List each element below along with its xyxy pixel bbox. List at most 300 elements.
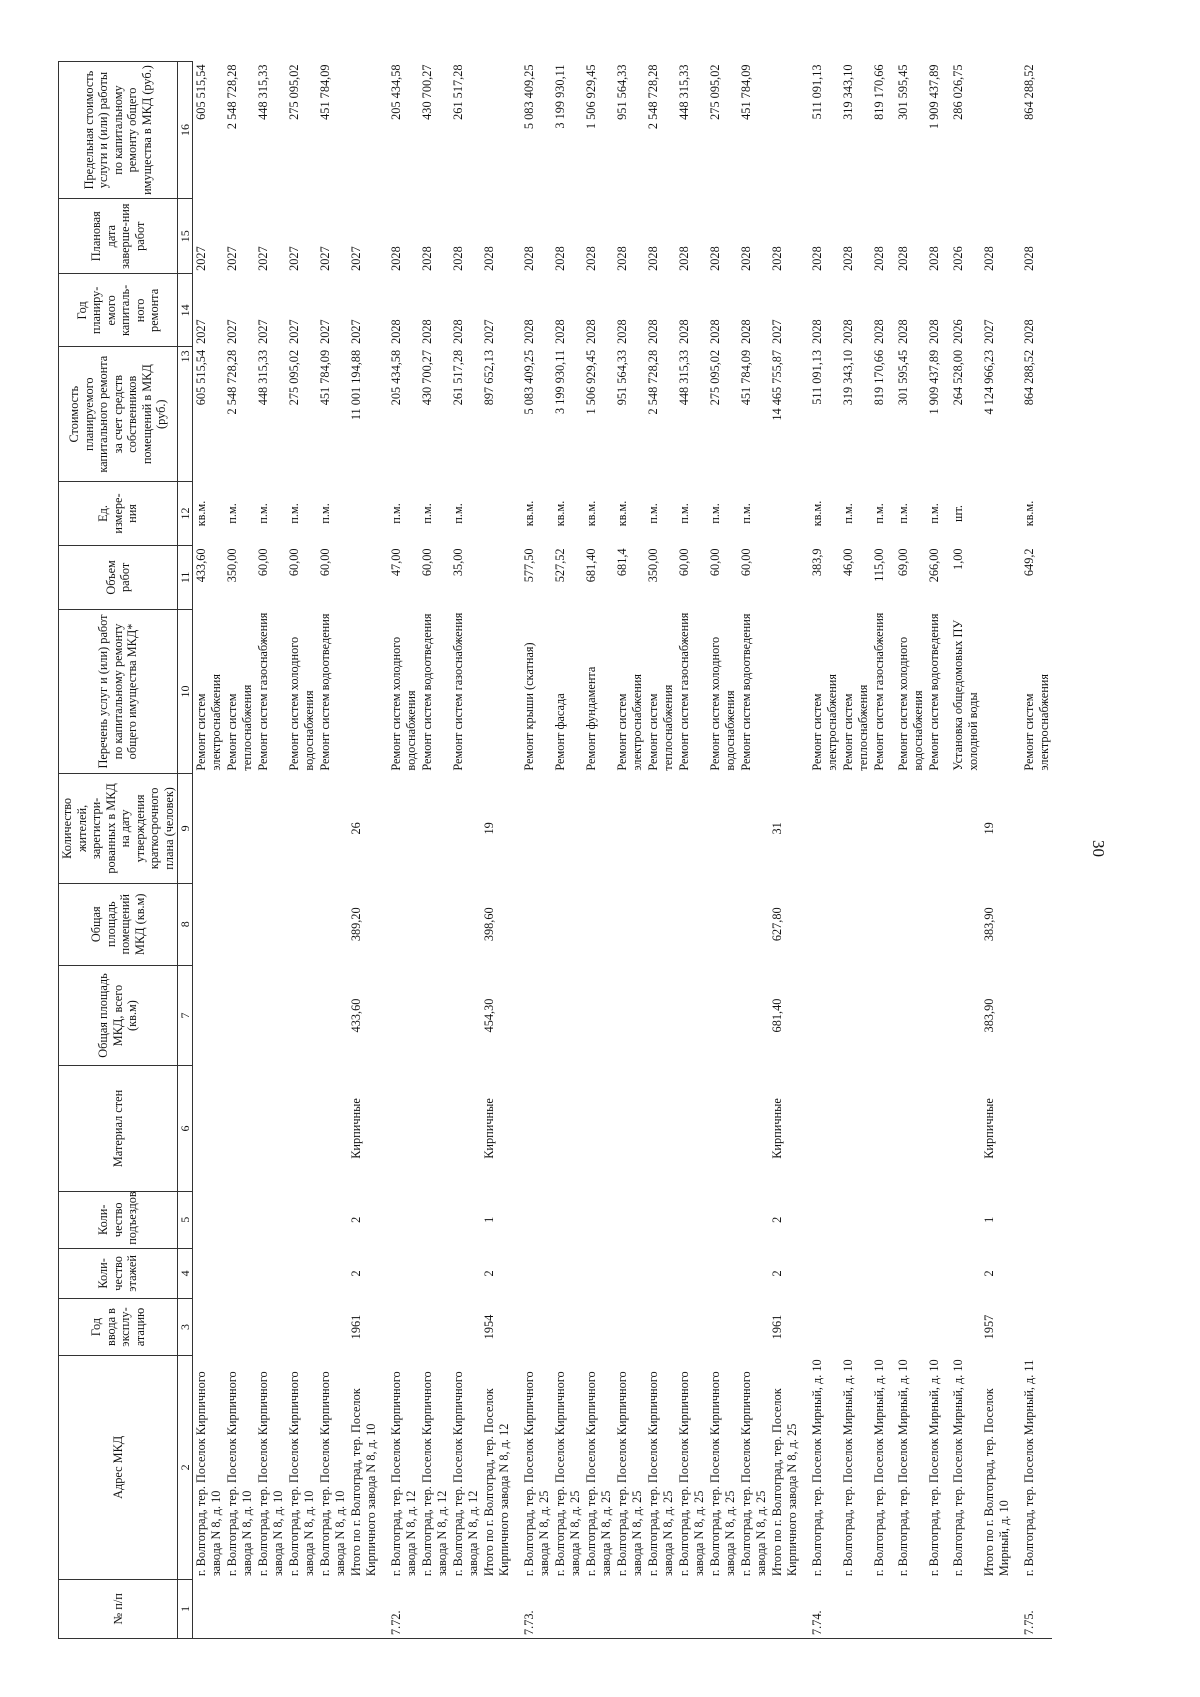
cell-res: 31 — [770, 822, 785, 835]
cell-num — [317, 1579, 348, 1638]
cell-pd: 2028 — [522, 246, 537, 271]
cell-unit — [481, 482, 521, 546]
cell-cost: 2 548 728,28 — [225, 349, 240, 415]
cell-floors: 2 — [349, 1270, 364, 1277]
cell-floors — [193, 1248, 225, 1298]
cell-entr — [255, 1191, 286, 1248]
cell-work: Ремонт систем электроснабжения — [1022, 673, 1051, 771]
cell-cost: 301 595,45 — [896, 349, 911, 406]
column-number: 3 — [178, 1298, 193, 1355]
cell-res — [840, 774, 871, 884]
cell-year — [707, 1298, 738, 1355]
cell-unit: кв.м. — [553, 500, 568, 527]
cell-entr — [809, 1191, 840, 1248]
cell-res — [809, 774, 840, 884]
cell-mat — [388, 1066, 419, 1192]
cell-pd: 2028 — [451, 246, 466, 271]
table-row — [676, 62, 707, 1639]
cell-area2 — [317, 883, 348, 965]
cell-work: Ремонт систем газоснабжения — [451, 612, 466, 771]
cell-cost: 3 199 930,11 — [553, 349, 568, 414]
cell-py: 2028 — [708, 319, 723, 344]
cell-year — [521, 1298, 552, 1355]
cell-area2 — [224, 883, 255, 965]
cell-lim: 819 170,66 — [872, 64, 887, 120]
cell-area2 — [419, 883, 450, 965]
cell-res — [419, 774, 450, 884]
cell-area — [707, 965, 738, 1065]
cell-area2 — [645, 883, 676, 965]
cell-num — [981, 1579, 1021, 1638]
page-number: 30 — [1089, 840, 1108, 857]
cell-floors: 2 — [770, 1270, 785, 1277]
cell-addr: г. Волгоград, тер. Поселок Мирный, д. 10 — [951, 1359, 966, 1577]
cell-addr: г. Волгоград, тер. Поселок Кирпичного завода N 8, д. 25 — [677, 1371, 706, 1577]
header-limit-cost: Предельная стоимость услуги и (или) работы по капитальному ремонту общего имущества в МКД (руб.) — [59, 62, 178, 199]
cell-res — [388, 774, 419, 884]
cell-cost: 319 343,10 — [841, 349, 856, 406]
cell-floors — [738, 1248, 769, 1298]
cell-pd: 2028 — [553, 246, 568, 271]
cell-entr: 1 — [982, 1216, 997, 1223]
cell-lim: 951 564,33 — [615, 64, 630, 120]
cell-entr — [388, 1191, 419, 1248]
cell-cost: 451 784,09 — [318, 349, 333, 406]
cell-year — [926, 1298, 950, 1355]
cell-lim: 451 784,09 — [318, 64, 333, 120]
table-row — [193, 62, 225, 1639]
cell-lim: 448 315,33 — [677, 64, 692, 120]
table-row — [255, 62, 286, 1639]
cell-py: 2027 — [482, 319, 497, 344]
cell-year — [552, 1298, 583, 1355]
cell-lim: 5 083 409,25 — [522, 64, 537, 130]
cell-mat — [676, 1066, 707, 1192]
cell-year: 1954 — [482, 1314, 497, 1340]
header-wall-material: Материал стен — [59, 1066, 178, 1192]
cell-pd: 2027 — [194, 246, 209, 271]
cell-area — [645, 965, 676, 1065]
cell-py: 2027 — [982, 319, 997, 344]
cell-work: Ремонт систем теплоснабжения — [225, 684, 254, 771]
cell-area: 681,40 — [770, 998, 785, 1033]
cell-entr — [707, 1191, 738, 1248]
column-number: 15 — [178, 199, 193, 274]
cell-year — [583, 1298, 614, 1355]
cell-addr: г. Волгоград, тер. Поселок Кирпичного завода N 8, д. 25 — [553, 1371, 582, 1577]
table-row — [840, 62, 871, 1639]
cell-floors — [871, 1248, 895, 1298]
cell-num — [871, 1579, 895, 1638]
cell-num: 7.74. — [809, 1579, 840, 1638]
cell-py: 2028 — [646, 319, 661, 344]
cell-area: 454,30 — [482, 998, 497, 1033]
cell-area — [193, 965, 225, 1065]
cell-num — [583, 1579, 614, 1638]
header-volume: Объем работ — [59, 545, 178, 609]
cell-num — [645, 1579, 676, 1638]
cell-area2 — [950, 883, 981, 965]
cell-area — [583, 965, 614, 1065]
cell-floors — [583, 1248, 614, 1298]
cell-year — [450, 1298, 481, 1355]
cell-entr — [738, 1191, 769, 1248]
cell-area — [552, 965, 583, 1065]
cell-unit: п.м. — [896, 503, 911, 524]
cell-unit — [769, 482, 809, 546]
table-row — [738, 62, 769, 1639]
cell-cost: 11 001 194,88 — [349, 349, 364, 421]
cell-addr: г. Волгоград, тер. Поселок Мирный, д. 11 — [1022, 1359, 1037, 1577]
cell-area — [895, 965, 926, 1065]
cell-py: 2028 — [1022, 319, 1037, 344]
cell-addr: г. Волгоград, тер. Поселок Мирный, д. 10 — [810, 1359, 825, 1577]
cell-mat — [583, 1066, 614, 1192]
cell-addr: г. Волгоград, тер. Поселок Кирпичного завода N 8, д. 25 — [584, 1371, 613, 1577]
cell-addr: г. Волгоград, тер. Поселок Кирпичного завода N 8, д. 10 — [256, 1371, 285, 1577]
cell-py: 2028 — [896, 319, 911, 344]
cell-vol — [481, 545, 521, 609]
total-row — [769, 62, 809, 1639]
cell-floors — [419, 1248, 450, 1298]
cell-pd: 2028 — [982, 246, 997, 271]
cell-num — [481, 1579, 521, 1638]
cell-res — [645, 774, 676, 884]
cell-mat: Кирпичные — [482, 1098, 497, 1159]
cell-area — [317, 965, 348, 1065]
cell-year — [809, 1298, 840, 1355]
cell-mat — [1021, 1066, 1052, 1192]
header-plan-date: Плановая дата заверше-ния работ — [59, 199, 178, 274]
column-number: 4 — [178, 1248, 193, 1298]
header-entrances: Коли-чество подъездов — [59, 1191, 178, 1248]
cell-pd: 2027 — [225, 246, 240, 271]
cell-vol: 46,00 — [841, 548, 856, 577]
cell-floors — [926, 1248, 950, 1298]
header-address: Адрес МКД — [59, 1356, 178, 1580]
cell-addr: Итого по г. Волгоград, тер. Поселок Кирпичного завода N 8, д. 10 — [349, 1388, 378, 1577]
cell-area2 — [193, 883, 225, 965]
cell-mat — [521, 1066, 552, 1192]
cell-year: 1961 — [770, 1314, 785, 1340]
cell-res — [707, 774, 738, 884]
cell-work: Ремонт систем газоснабжения — [872, 612, 887, 771]
cell-lim — [348, 62, 388, 199]
cell-num — [286, 1579, 317, 1638]
cell-pd: 2028 — [389, 246, 404, 271]
table-row — [583, 62, 614, 1639]
cell-entr — [317, 1191, 348, 1248]
cell-pd: 2028 — [708, 246, 723, 271]
cell-area — [614, 965, 645, 1065]
repair-plan-table — [58, 61, 1052, 1639]
cell-area2 — [840, 883, 871, 965]
cell-lim: 275 095,02 — [708, 64, 723, 120]
cell-addr: г. Волгоград, тер. Поселок Кирпичного завода N 8, д. 12 — [451, 1371, 480, 1577]
cell-work: Ремонт систем водоотведения — [927, 613, 942, 771]
column-number: 1 — [178, 1579, 193, 1638]
cell-work — [769, 609, 809, 773]
cell-unit: кв.м. — [522, 500, 537, 527]
cell-unit: п.м. — [256, 503, 271, 524]
cell-area2 — [707, 883, 738, 965]
header-works-list: Перечень услуг и (или) работ по капитальному ремонту общего имущества МКД* — [59, 609, 178, 773]
total-row — [981, 62, 1021, 1639]
cell-mat — [645, 1066, 676, 1192]
cell-mat — [840, 1066, 871, 1192]
cell-num — [707, 1579, 738, 1638]
cell-lim: 205 434,58 — [389, 64, 404, 120]
cell-area — [286, 965, 317, 1065]
cell-work: Ремонт систем водоотведения — [318, 613, 333, 771]
cell-floors — [286, 1248, 317, 1298]
cell-cost: 5 083 409,25 — [522, 349, 537, 415]
table-row — [614, 62, 645, 1639]
cell-pd: 2028 — [482, 246, 497, 271]
cell-entr — [224, 1191, 255, 1248]
cell-addr: г. Волгоград, тер. Поселок Кирпичного завода N 8, д. 12 — [420, 1371, 449, 1577]
cell-area2: 383,90 — [982, 907, 997, 942]
cell-cost: 1 506 929,45 — [584, 349, 599, 415]
cell-py: 2027 — [349, 319, 364, 344]
cell-work: Ремонт систем газоснабжения — [677, 612, 692, 771]
cell-vol: 681,4 — [615, 548, 630, 577]
cell-year — [871, 1298, 895, 1355]
cell-pd: 2028 — [841, 246, 856, 271]
cell-area — [871, 965, 895, 1065]
table-row — [286, 62, 317, 1639]
cell-floors — [450, 1248, 481, 1298]
cell-work: Ремонт фасада — [553, 693, 568, 771]
cell-floors — [388, 1248, 419, 1298]
cell-py: 2028 — [420, 319, 435, 344]
cell-floors: 2 — [482, 1270, 497, 1277]
cell-area2 — [388, 883, 419, 965]
cell-area2 — [1021, 883, 1052, 965]
cell-py: 2028 — [810, 319, 825, 344]
cell-num — [769, 1579, 809, 1638]
cell-vol: 60,00 — [739, 548, 754, 577]
total-row — [481, 62, 521, 1639]
cell-py: 2028 — [927, 319, 942, 344]
cell-num: 7.73. — [521, 1579, 552, 1638]
cell-unit — [348, 482, 388, 546]
cell-unit: п.м. — [451, 503, 466, 524]
cell-area — [950, 965, 981, 1065]
cell-num — [348, 1579, 388, 1638]
column-number: 6 — [178, 1066, 193, 1192]
cell-mat: Кирпичные — [982, 1098, 997, 1159]
cell-entr — [895, 1191, 926, 1248]
cell-py: 2026 — [951, 319, 966, 344]
cell-mat — [738, 1066, 769, 1192]
cell-entr — [645, 1191, 676, 1248]
cell-lim — [769, 62, 809, 199]
cell-work: Установка общедомовых ПУ холодной воды — [951, 619, 980, 771]
cell-vol: 350,00 — [225, 548, 240, 583]
cell-py: 2028 — [553, 319, 568, 344]
cell-lim: 451 784,09 — [739, 64, 754, 120]
cell-pd: 2028 — [420, 246, 435, 271]
cell-res — [614, 774, 645, 884]
cell-area2 — [286, 883, 317, 965]
cell-floors — [809, 1248, 840, 1298]
cell-floors — [707, 1248, 738, 1298]
cell-cost: 205 434,58 — [389, 349, 404, 406]
cell-work — [348, 609, 388, 773]
cell-entr — [450, 1191, 481, 1248]
table-row — [521, 62, 552, 1639]
cell-area2 — [521, 883, 552, 965]
cell-work: Ремонт систем холодного водоснабжения — [896, 636, 925, 771]
cell-addr: Итого по г. Волгоград, тер. Поселок Кирпичного завода N 8, д. 25 — [770, 1388, 799, 1577]
cell-area2 — [450, 883, 481, 965]
cell-year — [895, 1298, 926, 1355]
column-number: 5 — [178, 1191, 193, 1248]
cell-addr: г. Волгоград, тер. Поселок Мирный, д. 10 — [872, 1359, 887, 1577]
column-number: 13 — [178, 347, 193, 482]
cell-mat — [193, 1066, 225, 1192]
cell-unit: п.м. — [677, 503, 692, 524]
cell-res — [521, 774, 552, 884]
cell-cost: 605 515,54 — [194, 349, 209, 406]
cell-entr: 2 — [770, 1216, 785, 1223]
cell-pd: 2026 — [951, 246, 966, 271]
cell-addr: г. Волгоград, тер. Поселок Кирпичного завода N 8, д. 10 — [225, 1371, 254, 1577]
cell-pd: 2028 — [646, 246, 661, 271]
cell-entr: 1 — [482, 1216, 497, 1223]
cell-entr: 2 — [349, 1216, 364, 1223]
cell-work: Ремонт крыши (скатная) — [522, 642, 537, 771]
table-row — [926, 62, 950, 1639]
cell-area — [1021, 965, 1052, 1065]
cell-entr — [676, 1191, 707, 1248]
column-number-row — [178, 62, 193, 1639]
cell-pd: 2027 — [349, 246, 364, 271]
cell-cost: 951 564,33 — [615, 349, 630, 406]
cell-area2: 389,20 — [349, 907, 364, 942]
cell-year — [645, 1298, 676, 1355]
cell-pd: 2028 — [677, 246, 692, 271]
cell-addr: г. Волгоград, тер. Поселок Кирпичного завода N 8, д. 10 — [287, 1371, 316, 1577]
cell-year — [286, 1298, 317, 1355]
cell-lim: 2 548 728,28 — [225, 64, 240, 130]
cell-num — [676, 1579, 707, 1638]
cell-lim: 275 095,02 — [287, 64, 302, 120]
cell-lim: 430 700,27 — [420, 64, 435, 120]
cell-area2 — [926, 883, 950, 965]
cell-lim: 511 091,13 — [810, 64, 825, 120]
cell-num — [895, 1579, 926, 1638]
cell-unit — [981, 482, 1021, 546]
cell-lim: 864 288,52 — [1022, 64, 1037, 120]
cell-lim — [481, 62, 521, 199]
cell-area2: 627,80 — [770, 907, 785, 942]
table-row — [419, 62, 450, 1639]
cell-work: Ремонт систем водоотведения — [420, 613, 435, 771]
cell-vol: 577,50 — [522, 548, 537, 583]
cell-res — [317, 774, 348, 884]
table-row — [552, 62, 583, 1639]
cell-work: Ремонт систем водоотведения — [739, 613, 754, 771]
cell-floors — [840, 1248, 871, 1298]
cell-addr: г. Волгоград, тер. Поселок Мирный, д. 10 — [927, 1359, 942, 1577]
cell-mat — [317, 1066, 348, 1192]
cell-work: Ремонт систем электроснабжения — [810, 673, 839, 771]
cell-floors — [676, 1248, 707, 1298]
cell-floors — [950, 1248, 981, 1298]
cell-addr: г. Волгоград, тер. Поселок Мирный, д. 10 — [896, 1359, 911, 1577]
cell-entr — [950, 1191, 981, 1248]
table-row — [450, 62, 481, 1639]
cell-cost: 264 528,00 — [951, 349, 966, 406]
cell-unit: п.м. — [739, 503, 754, 524]
cell-addr: г. Волгоград, тер. Поселок Кирпичного завода N 8, д. 25 — [522, 1371, 551, 1577]
cell-cost: 864 288,52 — [1022, 349, 1037, 406]
cell-year — [255, 1298, 286, 1355]
cell-res — [255, 774, 286, 884]
cell-vol — [981, 545, 1021, 609]
cell-area — [255, 965, 286, 1065]
header-unit: Ед. измере-ния — [59, 482, 178, 546]
cell-entr — [614, 1191, 645, 1248]
cell-year — [738, 1298, 769, 1355]
cell-work: Ремонт систем электроснабжения — [615, 673, 644, 771]
cell-addr: г. Волгоград, тер. Поселок Мирный, д. 10 — [841, 1359, 856, 1577]
cell-work: Ремонт систем электроснабжения — [194, 673, 223, 771]
cell-res — [926, 774, 950, 884]
cell-area — [419, 965, 450, 1065]
cell-py: 2027 — [225, 319, 240, 344]
cell-vol: 35,00 — [451, 548, 466, 577]
cell-vol: 383,9 — [810, 548, 825, 577]
cell-vol: 1,00 — [951, 548, 966, 570]
cell-entr — [583, 1191, 614, 1248]
cell-addr: г. Волгоград, тер. Поселок Кирпичного завода N 8, д. 10 — [318, 1371, 347, 1577]
header-premises-area: Общая площадь помещений МКД (кв.м) — [59, 883, 178, 965]
cell-area2 — [583, 883, 614, 965]
cell-num — [950, 1579, 981, 1638]
cell-area — [224, 965, 255, 1065]
cell-area2 — [738, 883, 769, 965]
table-row — [317, 62, 348, 1639]
cell-vol: 115,00 — [872, 548, 887, 582]
cell-mat — [926, 1066, 950, 1192]
cell-cost: 1 909 437,89 — [927, 349, 942, 415]
column-number: 10 — [178, 609, 193, 773]
total-row — [348, 62, 388, 1639]
cell-area — [676, 965, 707, 1065]
cell-res — [676, 774, 707, 884]
cell-year — [614, 1298, 645, 1355]
cell-year — [1021, 1298, 1052, 1355]
cell-area2: 398,60 — [482, 907, 497, 942]
cell-year: 1961 — [349, 1314, 364, 1340]
cell-py: 2028 — [451, 319, 466, 344]
column-number: 7 — [178, 965, 193, 1065]
cell-floors — [521, 1248, 552, 1298]
cell-addr: г. Волгоград, тер. Поселок Кирпичного завода N 8, д. 25 — [615, 1371, 644, 1577]
cell-entr — [840, 1191, 871, 1248]
cell-year — [840, 1298, 871, 1355]
table-body — [193, 62, 1053, 1639]
cell-unit: п.м. — [927, 503, 942, 524]
cell-vol: 69,00 — [896, 548, 911, 577]
cell-num — [255, 1579, 286, 1638]
cell-area2 — [552, 883, 583, 965]
cell-work: Ремонт систем холодного водоснабжения — [708, 636, 737, 771]
cell-res — [583, 774, 614, 884]
